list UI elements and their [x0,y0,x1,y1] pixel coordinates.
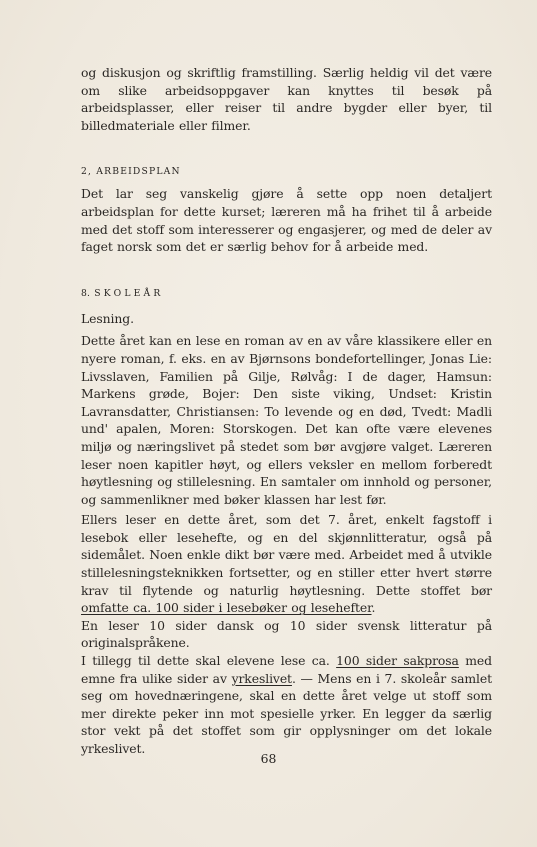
sakprosa-paragraph [81,652,492,758]
sakprosa-text-c: . — Mens en i 7. skoleår samlet seg om hovednæringene, skal en dette året velge ut stoff som mer direkte peker inn mot spesielle yrker. En legger da særlig stor vekt på det stoffet som gir opplysninger om det lokale yrkeslivet. [81,670,492,756]
sakprosa-underlined: 100 sider sakprosa [336,653,459,669]
fagstoff-underlined: omfatte ca. 100 sider i lesebøker og lesehefter [81,600,372,616]
page-number: 68 [260,751,277,766]
section-title: SKOLEÅR [94,287,164,299]
roman-paragraph: Dette året kan en lese en roman av en av våre klassikere eller en nyere roman, f. eks. en av Bjørnsons bondefortellinger, Jonas Lie: Livsslaven, Familien på Gilje, Rølvåg: I de dager, Hamsun: Markens grøde, Bojer: Den siste viking, Undset: Kristin Lavransdatter, Christiansen: To levende og en død, Tvedt: Madli und' apalen, Moren: Storskogen. Det kan ofte være elevenes miljø og næringslivet på stedet som bør avgjøre valget. Læreren leser noen kapitler høyt, og ellers veksler en mellom forberedt høytlesning og stillelesning. En samtaler om innhold og personer, og sammenlikner med bøker klassen har lest før. [81,333,492,507]
section-heading-skolear [81,288,492,300]
intro-paragraph: og diskusjon og skriftlig framstilling. Særlig heldig vil det være om slike arbeidsoppgaver kan knyttes til besøk på arbeidsplasser, eller reiser til andre bygder eller byer, til billedmateriale eller filmer. [81,65,492,133]
arbeidsplan-paragraph: Det lar seg vanskelig gjøre å sette opp noen detaljert arbeidsplan for dette kurset; læreren må ha frihet til å arbeide med det stoff som interesserer og engasjerer, og med de deler av faget norsk som det er særlig behov for å arbeide med. [81,186,492,255]
section-heading-arbeidsplan: 2, ARBEIDSPLAN [81,166,181,178]
sakprosa-text-b: med emne fra ulike sider av [81,653,492,686]
sakprosa-text-a: I tillegg til dette skal elevene lese ca. [81,653,337,669]
dansk-svensk-paragraph: En leser 10 sider dansk og 10 sider svensk litteratur på originalspråkene. [81,617,492,651]
section-number: 8. [81,287,91,299]
yrkeslivet-underlined: yrkeslivet [231,670,292,686]
fagstoff-end: . [371,600,376,616]
fagstoff-text: Ellers leser en dette året, som det 7. året, enkelt fagstoff i lesebok eller lesehefte, og en del skjønnlitteratur, også på sidemålet. Noen enkle dikt bør være med. Arbeidet med å utvikle stillelesningsteknikken fortsetter, og en stiller etter hvert større krav til flytende og naturlig høytlesning. Dette stoffet bør [81,512,492,598]
subheading-lesning: Lesning. [81,310,134,326]
text-column [81,64,492,758]
fagstoff-paragraph [81,511,492,617]
